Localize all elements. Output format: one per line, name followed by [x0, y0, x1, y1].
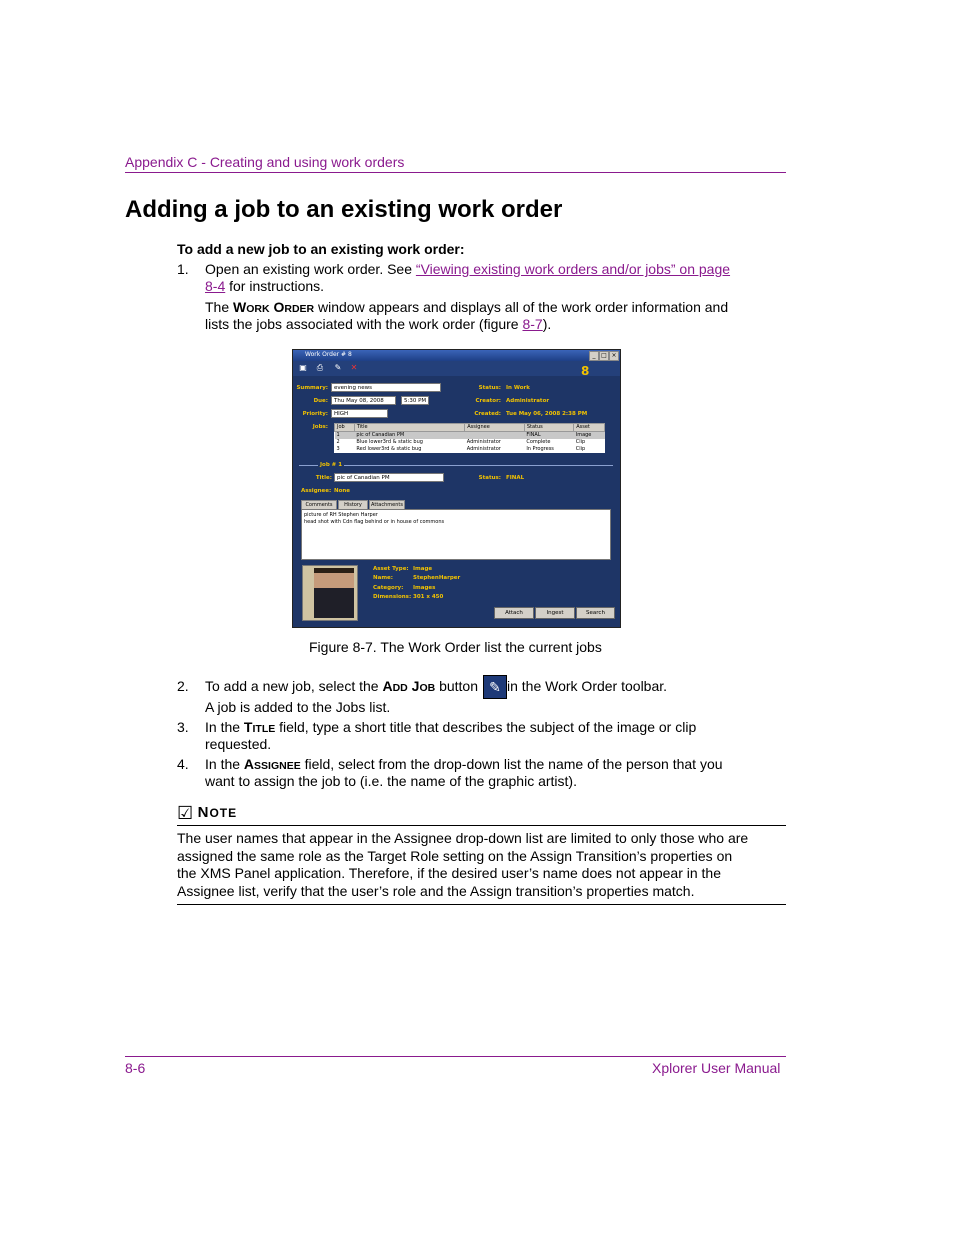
creator-label: Creator:	[475, 398, 501, 404]
header-rule	[125, 172, 786, 173]
asset-dimensions-value: 301 x 450	[413, 594, 444, 600]
priority-label: Priority:	[302, 411, 328, 417]
smallcaps: J	[411, 678, 420, 694]
created-value: Tue May 06, 2008 2:38 PM	[506, 411, 588, 417]
cell	[465, 432, 525, 440]
delete-icon[interactable]: ✕	[350, 363, 358, 372]
jobs-label: Jobs:	[312, 424, 328, 430]
cell: In Progress	[526, 446, 554, 452]
step-number: 2.	[177, 678, 189, 694]
step2-result: A job is added to the Jobs list.	[205, 699, 391, 715]
step3-text	[205, 719, 696, 738]
attach-button[interactable]: Attach	[494, 607, 534, 619]
job-status-label: Status:	[478, 475, 501, 481]
checkbox-icon: ☑	[177, 803, 194, 823]
jobs-table	[334, 423, 605, 453]
due-label: Due:	[313, 398, 328, 404]
note-top-rule	[177, 825, 786, 826]
figure-link[interactable]: 8-7	[522, 316, 543, 332]
assignee-label: Assignee:	[301, 488, 332, 494]
created-label: Created:	[474, 411, 501, 417]
work-order-window-screenshot	[292, 349, 621, 628]
asset-name-value: StephenHarper	[413, 575, 461, 581]
asset-name-label: Name:	[373, 575, 393, 581]
summary-label: Summary:	[296, 385, 328, 391]
note-heading-n: N	[197, 804, 210, 821]
procedure-title: To add a new job to an existing work order:	[177, 241, 465, 257]
step-number: 4.	[177, 756, 189, 772]
creator-value: Administrator	[506, 398, 550, 404]
close-button[interactable]: ×	[609, 351, 619, 361]
step1-pre: Open an existing work order. See	[205, 261, 416, 277]
text: ).	[542, 316, 552, 332]
column-header[interactable]: Job	[335, 424, 355, 432]
status-label: Status:	[478, 385, 501, 391]
cell: Clip	[575, 446, 586, 452]
cell: Image	[574, 432, 605, 440]
tab-history[interactable]: History	[338, 500, 368, 510]
window-titlebar	[293, 350, 620, 361]
smallcaps: ORK	[246, 303, 270, 315]
due-date-field[interactable]: Thu May 08, 2008	[331, 396, 396, 405]
cell: Administrator	[466, 446, 501, 452]
note-line: the XMS Panel application. Therefore, if the desired user’s name does not appear in the	[177, 865, 722, 881]
table-row[interactable]	[335, 446, 605, 453]
step3-text-line2: requested.	[205, 736, 272, 752]
asset-thumbnail	[302, 565, 358, 621]
text: The	[205, 299, 234, 315]
text: To add a new job, select the	[205, 678, 383, 694]
cell: pic of Canadian PM	[354, 432, 464, 440]
figure-caption: Figure 8-7. The Work Order list the current jobs	[309, 639, 602, 655]
cell: Administrator	[466, 439, 501, 445]
cell: 3	[336, 446, 340, 452]
text: field, select from the drop-down list the name of the person that you	[300, 756, 723, 772]
step2-text-cont: in the Work Order toolbar.	[507, 678, 668, 694]
smallcaps: DD	[392, 682, 408, 694]
add-job-icon: ✎	[483, 675, 507, 699]
xref-link[interactable]: “Viewing existing work orders and/or jobs” on page	[415, 261, 731, 277]
note-bottom-rule	[177, 904, 786, 905]
add-job-icon[interactable]: ✎	[334, 363, 342, 372]
minimize-button[interactable]: _	[589, 351, 599, 361]
tab-attachments[interactable]: Attachments	[369, 500, 405, 510]
running-header: Appendix C - Creating and using work orders	[125, 154, 405, 170]
summary-field[interactable]: evening news	[331, 383, 441, 392]
asset-category-label: Category:	[373, 585, 404, 591]
priority-select[interactable]: HIGH	[331, 409, 388, 418]
text: button	[435, 678, 479, 694]
asset-dimensions-label: Dimensions:	[373, 594, 412, 600]
page-number: 8-6	[125, 1060, 146, 1076]
smallcaps: O	[273, 299, 285, 315]
smallcaps: RDER	[284, 303, 315, 315]
step1-text	[205, 261, 765, 278]
step-number: 3.	[177, 719, 189, 735]
cell: 1	[335, 432, 355, 440]
page-title: Adding a job to an existing work order	[125, 196, 563, 223]
note-heading-rest: OTE	[209, 806, 238, 820]
note-line: The user names that appear in the Assignee drop-down list are limited to only those who are	[177, 830, 749, 846]
comments-textarea[interactable]	[301, 509, 611, 560]
cell: Blue lower3rd & static bug	[356, 439, 423, 445]
column-header[interactable]: Title	[354, 424, 464, 432]
step4-text-line2: want to assign the job to (i.e. the name of the graphic artist).	[205, 773, 577, 789]
note-line: Assignee list, verify that the user’s role and the Assign transition’s properties match.	[177, 882, 695, 899]
asset-type-value: Image	[413, 566, 433, 572]
save-icon[interactable]: ▣	[299, 363, 307, 372]
smallcaps: T	[243, 719, 253, 735]
comment-line: picture of RH Stephen Harper	[304, 512, 378, 518]
table-row[interactable]	[335, 432, 605, 440]
cell: 2	[336, 439, 340, 445]
cell: Complete	[526, 439, 551, 445]
footer-rule	[125, 1056, 786, 1057]
maximize-button[interactable]: □	[599, 351, 609, 361]
work-order-number: 8	[581, 364, 590, 378]
window-title: Work Order # 8	[305, 351, 352, 358]
smallcaps: SSIGNEE	[254, 760, 301, 772]
divider	[299, 465, 613, 466]
jobs-header-row	[335, 424, 605, 432]
asset-type-label: Asset Type:	[373, 566, 409, 572]
note-line: assigned the same role as the Target Role setting on the Assign Transition’s properties on	[177, 847, 733, 864]
smallcaps: A	[243, 756, 255, 772]
text: lists the jobs associated with the work order (figure	[205, 316, 523, 332]
smallcaps: ITLE	[252, 723, 276, 735]
smallcaps: OB	[419, 682, 436, 694]
job-title-field[interactable]: pic of Canadian PM	[334, 473, 444, 482]
step2-text	[205, 678, 478, 697]
cell: Clip	[575, 439, 586, 445]
step1-para2-line2	[205, 316, 551, 333]
smallcaps: A	[382, 678, 393, 694]
text: window appears and displays all of the work order information and	[314, 299, 729, 315]
window-toolbar	[293, 361, 620, 376]
job-status-value: FINAL	[506, 475, 525, 481]
step1-post: for instructions.	[225, 278, 325, 294]
ingest-button[interactable]: Ingest	[535, 607, 575, 619]
status-value: In Work	[506, 385, 530, 391]
portrait-image	[314, 568, 354, 618]
table-row[interactable]	[335, 439, 605, 446]
comment-line: head shot with Cdn flag behind or in house of commons	[304, 519, 445, 525]
column-header[interactable]: Assignee	[465, 424, 525, 432]
text: In the	[205, 719, 244, 735]
job-number-label: Job # 1	[320, 462, 343, 468]
due-time-field[interactable]: 5:30 PM	[401, 396, 429, 405]
column-header[interactable]: Asset	[574, 424, 605, 432]
asset-category-value: Images	[413, 585, 436, 591]
assignee-value: None	[334, 488, 351, 494]
note-heading	[177, 803, 237, 824]
text: field, type a short title that describes the subject of the image or clip	[275, 719, 697, 735]
search-button[interactable]: Search	[576, 607, 615, 619]
tab-comments[interactable]: Comments	[301, 500, 337, 510]
job-title-label: Title:	[315, 475, 332, 481]
page-link[interactable]: 8-4	[205, 278, 226, 294]
text: In the	[205, 756, 244, 772]
cell: Red lower3rd & static bug	[356, 446, 422, 452]
column-header[interactable]: Status	[524, 424, 573, 432]
step-number: 1.	[177, 261, 189, 277]
step1-text-line2	[205, 278, 324, 295]
manual-title: Xplorer User Manual	[652, 1060, 781, 1076]
smallcaps: W	[233, 299, 247, 315]
note-body	[177, 830, 777, 900]
print-icon[interactable]: ⎙	[316, 363, 324, 372]
cell: FINAL	[524, 432, 573, 440]
